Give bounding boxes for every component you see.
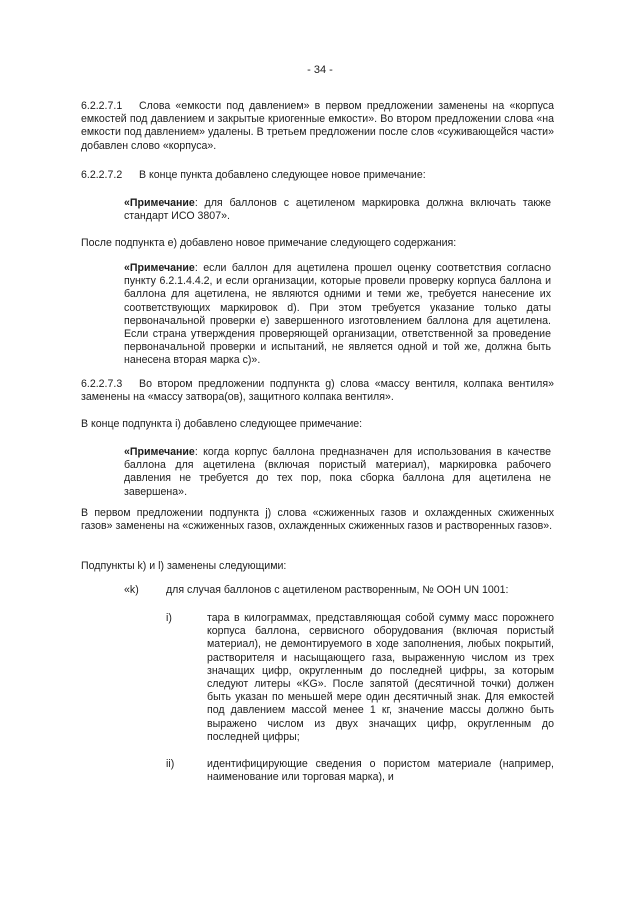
note-working-pressure [124, 446, 551, 499]
list-label-i: i) [166, 612, 172, 624]
note-text: : если баллон для ацетилена прошел оценку соответствия согласно пункту 6.2.1.4.4.2, и если организации, которые провели проверку корпуса баллона и баллона для ацетилена, не являются одними и теми же, требуется нанесение их соответствующих маркировок d). При этом требуется указание только даты первоначальной проверки e) завершенного изготовлением баллона для ацетилена. Если страна утверждения проверяющей организации, ответственной за проведение первоначальной проверки и испытаний, не является одной и той же, должна быть нанесена вторая марка c)». [124, 262, 551, 367]
paragraph-text: В конце пункта добавлено следующее новое примечание: [139, 169, 426, 181]
note-text: : когда корпус баллона предназначен для использования в качестве баллона для ацетилена (включая пористый материал), маркировка рабочего давления не требуется до тех пор, пока сборка баллона для ацетилена не завершена». [124, 446, 551, 498]
paragraph-after-i: В конце подпункта i) добавлено следующее примечание: [81, 418, 363, 430]
list-item-k-text: для случая баллонов с ацетиленом растворенным, № ООН UN 1001: [166, 584, 509, 596]
note-text: : для баллонов с ацетиленом маркировка должна включать также стандарт ИСО 3807». [124, 197, 551, 223]
page-number: - 34 - [307, 64, 333, 76]
paragraph-k-l-replaced: Подпункты k) и l) заменены следующими: [81, 560, 287, 572]
list-label-k: «k) [124, 584, 139, 596]
section-number: 6.2.2.7.1 [81, 100, 123, 112]
list-item-ii-text: идентифицирующие сведения о пористом материале (например, наименование или торговая марка), и [207, 758, 554, 784]
paragraph-after-e: После подпункта е) добавлено новое примечание следующего содержания: [81, 237, 457, 249]
list-label-ii: ii) [166, 758, 175, 770]
list-item-i-text: тара в килограммах, представляющая собой сумму масс порожнего корпуса баллона, сервисного оборудования (включая пористый материал), не демонтируемого в ходе заполнения, любых покрытий, растворителя и насыщающего газа, выраженную числом из трех значащих цифр, округленным до последней цифры, за которым следуют литеры «KG». После запятой (десятичной точки) должен быть указан по меньшей мере один десятичный знак. Для емкостей под давлением массой менее 1 кг, значение массы должно быть выражено числом из двух значащих цифр, округленным до последней цифры; [207, 612, 554, 743]
paragraph-6-2-2-7-3 [81, 378, 554, 404]
section-number: 6.2.2.7.3 [81, 378, 123, 390]
note-label: «Примечание [124, 197, 195, 209]
paragraph-text: Слова «емкости под давлением» в первом предложении заменены на «корпуса емкостей под давлением и закрытые криогенные емкости». Во втором предложении слова «на емкости под давлением» удалены. В третьем предложении после слов «суживающейся части» добавлен слово «корпуса». [81, 100, 554, 152]
note-label: «Примечание [124, 446, 195, 458]
note-conformity-assessment [124, 262, 551, 368]
section-number: 6.2.2.7.2 [81, 169, 123, 181]
note-label: «Примечание [124, 262, 195, 274]
paragraph-text: Во втором предложении подпункта g) слова «массу вентиля, колпака вентиля» заменены на «массу затвора(ов), защитного колпака вентиля». [81, 378, 554, 404]
note-acetylene-iso [124, 197, 551, 223]
paragraph-6-2-2-7-1 [81, 100, 554, 153]
paragraph-6-2-2-7-2 [81, 169, 556, 182]
paragraph-subparagraph-j: В первом предложении подпункта j) слова «сжиженных газов и охлажденных сжиженных газов» заменены на «сжиженных газов, охлажденных сжиженных газов и растворенных газов». [81, 507, 554, 533]
